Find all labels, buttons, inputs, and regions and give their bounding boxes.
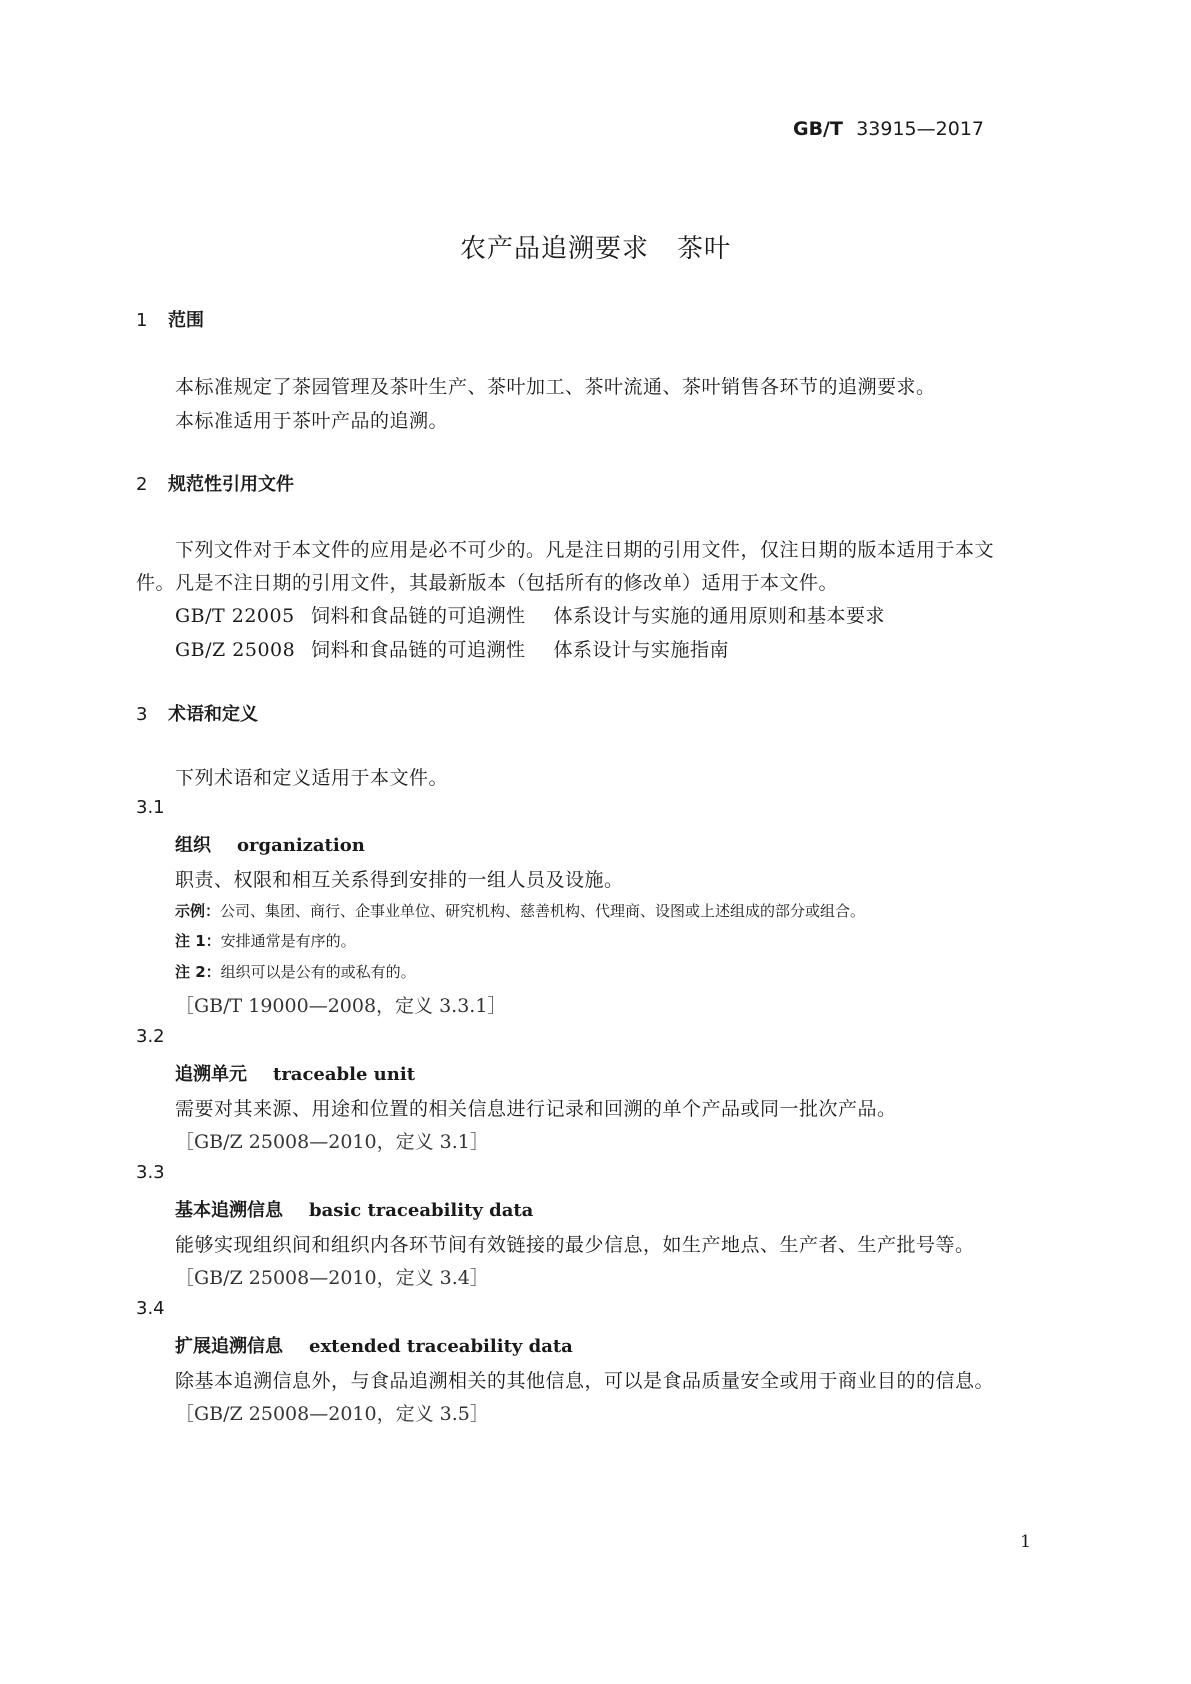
- reference-title: 饲料和食品链的可追溯性: [311, 639, 526, 661]
- standard-prefix: GB/T: [792, 118, 843, 140]
- term-note: [175, 930, 356, 951]
- term-note: [175, 961, 416, 982]
- term-example: [175, 900, 865, 921]
- standard-code: [793, 118, 984, 140]
- scope-paragraph-2: 本标准适用于茶叶产品的追溯。: [175, 410, 449, 432]
- term-zh: 扩展追溯信息: [175, 1336, 283, 1357]
- note-text: 组织可以是公有的或私有的。: [220, 963, 416, 981]
- section-number: 3: [136, 704, 148, 725]
- term-en: organization: [237, 835, 365, 856]
- reference-item: [175, 601, 885, 628]
- note-label: 注 1：: [175, 932, 221, 950]
- title-sub: 茶叶: [677, 234, 732, 264]
- reference-title: 饲料和食品链的可追溯性: [311, 605, 526, 627]
- section-number: 1: [136, 310, 148, 331]
- section-title: 规范性引用文件: [168, 474, 294, 495]
- term-heading: [175, 831, 365, 857]
- term-zh: 组织: [175, 835, 211, 856]
- reference-code: GB/Z 25008: [175, 639, 296, 661]
- note-text: 安排通常是有序的。: [220, 932, 356, 950]
- reference-subtitle: 体系设计与实施指南: [553, 639, 730, 661]
- terms-intro: 下列术语和定义适用于本文件。: [175, 767, 449, 789]
- document-title: [0, 228, 1191, 265]
- term-source: ［GB/Z 25008—2010，定义 3.5］: [175, 1403, 489, 1425]
- normative-paragraph-line-1: 下列文件对于本文件的应用是必不可少的。凡是注日期的引用文件，仅注日期的版本适用于本文: [175, 539, 995, 561]
- example-label: 示例：: [175, 902, 221, 920]
- term-definition: 除基本追溯信息外，与食品追溯相关的其他信息，可以是食品质量安全或用于商业目的的信息。: [175, 1370, 995, 1392]
- reference-subtitle: 体系设计与实施的通用原则和基本要求: [553, 605, 886, 627]
- reference-code: GB/T 22005: [175, 605, 295, 627]
- term-number: 3.3: [136, 1162, 165, 1183]
- example-text: 公司、集团、商行、企事业单位、研究机构、慈善机构、代理商、设图或上述组成的部分或组合。: [220, 902, 866, 920]
- page-number: 1: [1020, 1532, 1031, 1552]
- term-number: 3.4: [136, 1298, 165, 1319]
- section-3-heading: [136, 700, 258, 726]
- section-1-heading: [136, 306, 204, 332]
- term-definition: 职责、权限和相互关系得到安排的一组人员及设施。: [175, 869, 624, 891]
- scope-paragraph-1: 本标准规定了茶园管理及茶叶生产、茶叶加工、茶叶流通、茶叶销售各环节的追溯要求。: [175, 376, 936, 398]
- term-zh: 追溯单元: [175, 1064, 247, 1085]
- title-main: 农产品追溯要求: [459, 234, 649, 264]
- term-source: ［GB/Z 25008—2010，定义 3.1］: [175, 1131, 489, 1153]
- term-heading: [175, 1332, 573, 1358]
- term-definition: 需要对其来源、用途和位置的相关信息进行记录和回溯的单个产品或同一批次产品。: [175, 1098, 897, 1120]
- section-title: 范围: [168, 310, 204, 331]
- term-zh: 基本追溯信息: [175, 1200, 283, 1221]
- standard-number: 33915—2017: [856, 118, 984, 140]
- term-heading: [175, 1060, 415, 1086]
- term-en: extended traceability data: [309, 1336, 573, 1357]
- term-en: basic traceability data: [309, 1200, 534, 1221]
- term-number: 3.2: [136, 1026, 165, 1047]
- term-number: 3.1: [136, 797, 165, 818]
- normative-paragraph-line-2: 件。凡是不注日期的引用文件，其最新版本（包括所有的修改单）适用于本文件。: [136, 572, 839, 594]
- term-en: traceable unit: [273, 1064, 416, 1085]
- term-definition: 能够实现组织间和组织内各环节间有效链接的最少信息，如生产地点、生产者、生产批号等。: [175, 1234, 975, 1256]
- term-source: ［GB/Z 25008—2010，定义 3.4］: [175, 1267, 489, 1289]
- term-source: ［GB/T 19000—2008，定义 3.3.1］: [175, 995, 507, 1017]
- section-2-heading: [136, 470, 294, 496]
- section-title: 术语和定义: [168, 704, 258, 725]
- note-label: 注 2：: [175, 963, 221, 981]
- section-number: 2: [136, 474, 148, 495]
- term-heading: [175, 1196, 533, 1222]
- reference-item: [175, 635, 729, 662]
